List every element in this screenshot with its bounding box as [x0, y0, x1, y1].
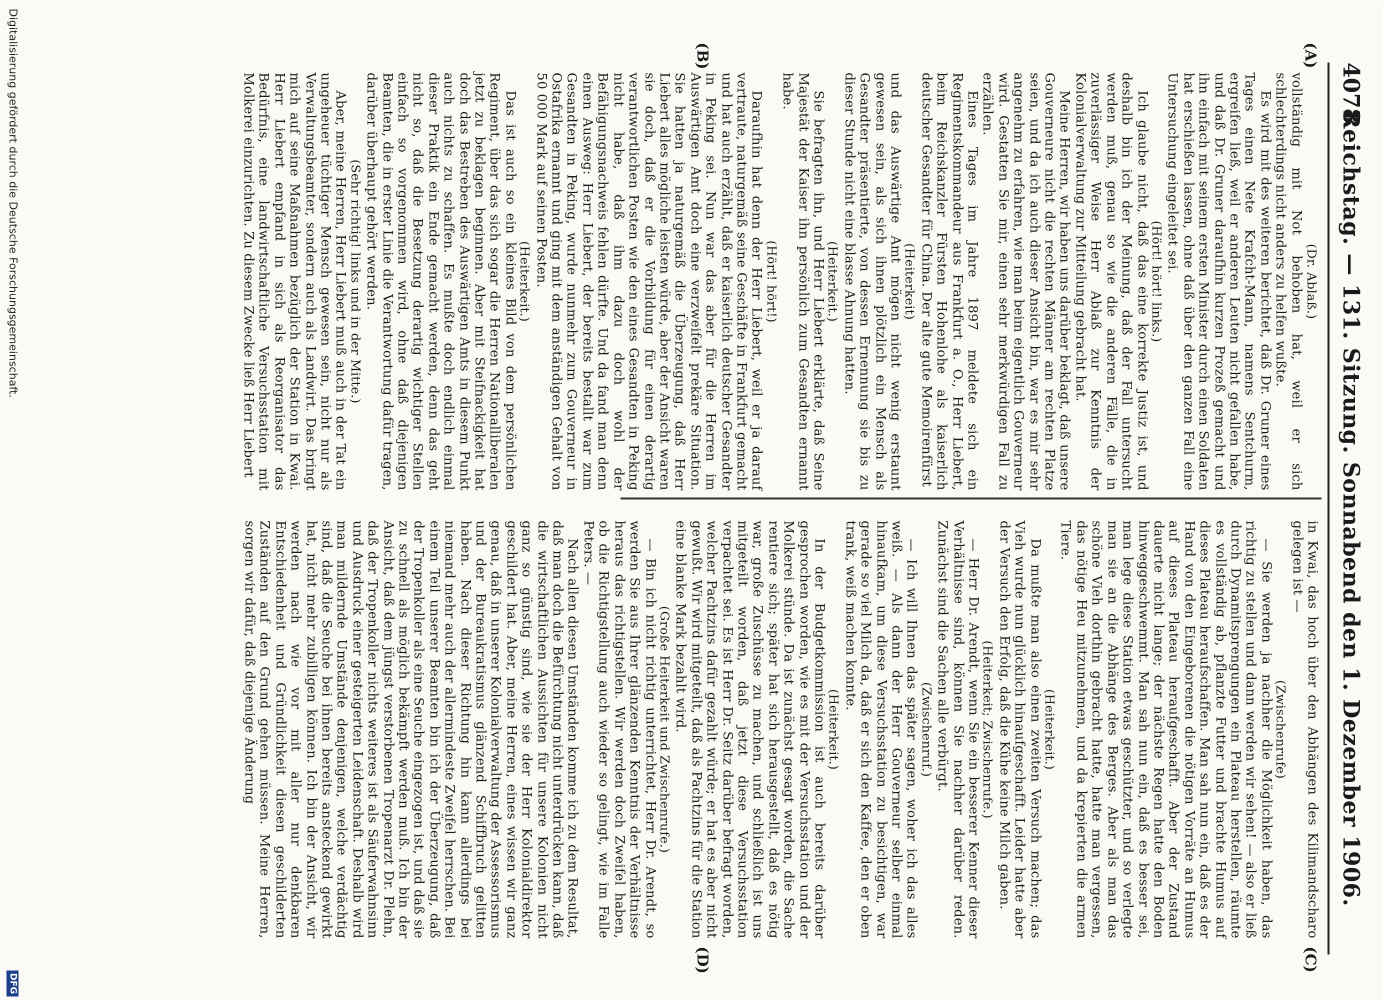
interjection: (Heiterkeit.)	[1042, 688, 1058, 770]
paragraph: Nach allen diesen Umständen komme ich zu dem Resultat, daß man doch die Befürchtung nicht unterdrücken kann, daß die wirtschaftlichen Aussichten für unsere Kolonien nicht ganz so günstig sind, wie sie der Herr Kolonialdirektor geschildert hat. Aber, meine Herren, eines wissen wir ganz genau, daß in unserer Kolonialverwaltung der Assessorismus und der Bureaukratismus glänzend Schiffbruch gelitten haben. Nach dieser Richtung hin kann allerdings bei niemand mehr auch der allermindeste Zweifel herrschen. Bei einem Teil unserer Beamten bin ich der Überzeugung, daß der Tropenkoller als eine Seuche eingezogen ist, und daß sie zu schnell als möglich bekämpft werden muß. Ich bin der Ansicht, daß dem jüngst verstorbenen Tropenarzt Dr. Plehn, daß der Tropenkoller nichts weiteres ist als Säuferwahnsinn und Ausdruck einer gesteigerten Leidenschaft. Deshalb wird man mildernde Umstände denjenigen, welche verdächtig sind, daß die Seuche bei ihnen bereits ansteckend gewirkt hat, nicht mehr zubilligen können. Ich bin der Ansicht, wir werden nach wie vor mit aller nur denkbaren Entschiedenheit und Gründlichkeit diesen geschilderten Zuständen auf den Grund gehen müssen. Meine Herren, sorgen wir dafür, daß diejenige Änderung	[240, 520, 580, 938]
interjection: (Zwischenruf.)	[918, 681, 934, 777]
left-column	[240, 72, 1319, 490]
paragraph: Sie befragten ihn, und Herr Liebert erklärte, daß Seine Majestät der Kaiser ihn persönlich zum Gesandten ernannt habe.	[779, 72, 825, 490]
page-number: 4078	[1337, 62, 1363, 124]
interjection: (Große Heiterkeit und Zwischenrufe.)	[656, 605, 672, 853]
paragraph: — Bin ich nicht richtig unterrichtet, Herr Dr. Arendt, so werden Sie aus Ihrer glänzenden Kenntnis der Verhältnisse heraus das richtigstellen. Wir werden doch Zweifel haben, ob die Richtigstellung auch wieder so gelingt, wie im Falle Peters. —	[579, 520, 657, 938]
paragraph: Ich glaube nicht, daß das eine korrekte Justiz ist, und deshalb bin ich der Meinung, daß der Fall untersucht werden muß, genau so wie die anderen Fälle, die in zuverlässiger Weise Herr Ablaß zur Kenntnis der Kolonialverwaltung zur Mitteilung gebracht hat.	[1071, 72, 1149, 490]
interjection: (Heiterkeit)	[902, 242, 918, 320]
paragraph: In der Budgetkommission ist auch bereits darüber gesprochen worden, wie es mit der Versuchsstation und der Molkerei stünde. Da ist zunächst gesagt worden, die Sache rentiere sich; später hat sich herausgestellt, daß es nötig war, große Zuschüsse zu machen, und schließlich ist uns mitgeteilt worden, daß jetzt diese Versuchsstation verpachtet sei. Es ist Herr Dr. Seitz darüber befragt worden, welcher Pachtzins dafür gezahlt würde; er hat es aber nicht gewußt. Wir wird mitgeteilt, daß als Pachtzins für die Station eine blanke Mark bezahlt wird.	[672, 520, 826, 938]
paragraph: — Sie werden ja nachher die Möglichkeit haben, das richtig zu stellen und dann werden wir sehen! — also er ließ durch Dynamitsprengungen ein Plateau herstellen, räumte es vollständig ab, pflanzte Futter und brachte Humus auf dieses Plateau heraufschaffen. Man sah nun ein, daß es der Hand von den Eingeborenen die nötigen Vorräte an Humus auf dieses Plateau heraufgeschafft. Aber der Zustand dauerte nicht lange; der nächste Regen hatte den Boden hinweggeschwemmt. Man sah nun ein, daß es besser sei, man lege diese Station etwas geschützter, und so verlegte man sie an die Abhänge des Berges. Aber als man das schöne Vieh dorthin gebracht hatte, hatte man vergessen, das nötige Heu mitzunehmen, und da krepierten die armen Tiere.	[1057, 520, 1273, 938]
paragraph: Eines Tages im Jahre 1897 meldete sich ein Regimentskommandeur aus Frankfurt a. O., Herr Liebert, beim Reichskanzler Fürsten Hohenlohe als kaiserlich deutscher Gesandter für China. Der alte gute Memoirenfürst	[917, 72, 980, 490]
header-rule	[1327, 62, 1329, 954]
interjection: (Heiterkeit.)	[825, 240, 841, 322]
interjection: (Hört! hört! links.)	[1148, 220, 1164, 342]
interjection: (Heiterkeit; Zwischenrufe.)	[980, 639, 996, 819]
footer	[0, 0, 32, 1000]
margin-marker-c: (C)	[1301, 946, 1319, 973]
paragraph: in Kwai, das hoch über den Abhängen des Kilimandscharo gelegen ist —	[1288, 520, 1319, 938]
paragraph: vollständig mit Not behoben hat, weil er sich schlechterdings nicht anders zu helfen wußte.	[1272, 72, 1303, 490]
paragraph: Daraufhin hat denn der Herr Liebert, weil er ja darauf vertraute, naturgemäß seine Geschäfte in Frankfurt gemacht und hat auch erzählt, daß er kaiserlich deutscher Gesandter in Peking sei. Nun war das aber für die Herren im Auswärtigen Amt doch eine verzweifelt prekäre Situation. Sie hatten ja naturgemäß die Überzeugung, daß Herr Liebert alles mögliche leisten würde, aber der Ansicht waren sie doch, daß er die Vorbildung für einen derartig verantwortlichen Posten wie den eines Gesandten in Peking nicht habe, daß ihm dazu doch wohl der Befähigungsnachweis fehlen dürfte. Und da fand man denn einen Ausweg: Herr Liebert, der bereits bestallt war zum Gesandten in Peking, wurde nunmehr zum Gouverneur in Ostafrika ernannt und ging mit dem anständigen Gehalt von 50 000 Mark auf seinen Posten.	[532, 72, 764, 490]
right-column	[241, 520, 1319, 938]
margin-marker-a: (A)	[1301, 42, 1319, 68]
running-title: Reichstag. — 131. Sitzung. Sonnabend den 1. Dezember 1906.	[1337, 109, 1363, 907]
interjection: (Hört! hört!)	[763, 239, 779, 323]
paragraph: Meine Herren, wir haben uns darüber beklagt, daß unsere Gouverneure nicht die rechten Männer am rechten Platze seien, und da ich auch dieser Ansicht bin, war es mir sehr angenehm zu erfahren, wie man beim eigentlich Gouverneur wird. Gestatten Sie mir, einen sehr merkwürdigen Fall zu erzählen.	[979, 72, 1072, 490]
digitization-credit: Digitalisierung gefördert durch die Deutsche Forschungsgemeinschaft.	[6, 8, 19, 398]
column-divider	[620, 497, 1321, 499]
interjection: (Heiterkeit.)	[517, 240, 533, 322]
margin-marker-b: (B)	[693, 42, 711, 69]
paragraph: Da mußte man also einen zweiten Versuch machen; das Vieh wurde nun glücklich hinaufgeschafft. Leider hatte aber der Versuch den Erfolg, daß die Kühe keine Milch gaben.	[995, 520, 1042, 938]
paragraph: Das ist auch so ein kleines Bild von dem persönlichen Regiment, über das sich sogar die Herren Nationalliberalen jetzt zu beklagen beginnen. Aber mit Steifnackigkeit hat doch das Bestreben des Auswärtigen Amts in diesem Punkt auch nichts zu schaffen. Es mußte doch endlich einmal dieser Praktik ein Ende gemacht werden, denn das geht nicht so, daß die Besetzung derartig wichtiger Stellen einfach so vorgenommen wird, ohne daß diejenigen Beamten, die in erster Linie die Verantwortung dafür tragen, darüber überhaupt gehört werden.	[363, 72, 517, 490]
interjection: (Heiterkeit.)	[826, 688, 842, 770]
dfg-logo: DFG	[6, 970, 18, 996]
speaker-name: (Dr. Ablaß.)	[1304, 243, 1319, 319]
paragraph: Aber, meine Herren, Herr Liebert muß auch in der Tat ein ungeheuer tüchtiger Mensch gewesen sein, nicht nur als Verwaltungsbeamter, sondern auch als Landwirt. Das bringt mich auf seine Maßnahmen bezüglich der Station in Kwai. Herr Liebert empfand in sich als Reorganisator das Bedürfnis, eine landwirtschaftliche Versuchsstation mit Molkerei einzurichten. Zu diesem Zwecke ließ Herr Liebert	[239, 72, 348, 490]
margin-marker-d: (D)	[693, 946, 711, 974]
paragraph: Es wird mit des weiteren berichtet, daß Dr. Gruner eines Tages einen Nete Krafcht-Mann, namens Sentchurm, ergreifen ließ, weil er anderen Leuten nicht gefallen habe, und daß Dr. Gruner daraufhin kurzen Prozeß gemacht und ihn einfach mit seinem ersten Minister durch einen Soldaten hat erschießen lassen, ohne daß über den ganzen Fall eine Untersuchung eingeleitet sei.	[1164, 72, 1272, 490]
paragraph: — Herr Dr. Arendt, wenn Sie ein besserer Kenner dieser Verhältnisse sind, können Sie nachher darüber reden. Zunächst sind die Sachen alle verbürgt.	[934, 520, 981, 938]
paragraph: — Ich will Ihnen das später sagen, woher ich das alles weiß. — Als dann der Herr Gouverneur selber einmal hinaufkam, um diese Versuchsstation zu besichtigen, war gerade so viel Milch da, daß er sich den Kaffee, den er oben trank, weiß machen konnte.	[841, 520, 919, 938]
interjection: (Zwischenrufe)	[1273, 679, 1289, 779]
interjection: (Sehr richtig! links und in der Mitte.)	[347, 158, 363, 404]
paragraph: und das Auswärtige Amt mögen nicht wenig erstaunt gewesen sein, als sich ihnen plötzlich ein Mensch als Gesandter präsentierte, von dessen Ernennung sie bis zu dieser Stunde nicht eine blasse Ahnung hatten.	[840, 72, 903, 490]
running-head	[1329, 62, 1369, 954]
